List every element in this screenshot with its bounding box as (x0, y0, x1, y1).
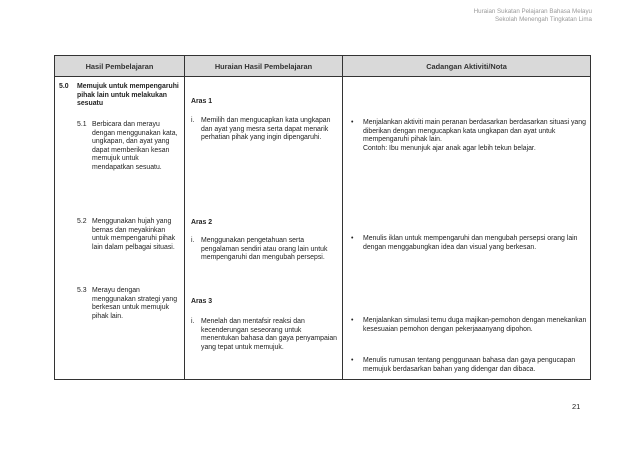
curriculum-table (54, 55, 591, 380)
activity-text: Menulis iklan untuk mempengaruhi dan mengubah persepsi orang lain dengan menggabungkan idea dan visual yang berkesan. (363, 235, 578, 251)
level-1-label: Aras 1 (191, 98, 213, 105)
page-number: 21 (572, 402, 581, 411)
level-item-text: Menggunakan pengetahuan serta pengalaman sendiri atau orang lain untuk mempengaruhi dan mengubah persepsi. (201, 237, 328, 262)
level-item-number: i. (191, 117, 195, 124)
level-item-text: Memilih dan mengucapkan kata ungkapan dan ayat yang mesra serta dapat menarik perhatian pihak yang ingin dipengaruhi. (201, 117, 331, 142)
learning-outcomes-cell (55, 77, 185, 380)
subitem-text: Merayu dengan menggunakan strategi yang berkesan untuk memujuk pihak lain. (92, 287, 178, 320)
suggested-activities-cell (343, 77, 591, 380)
subitem-number: 5.2 (77, 218, 87, 225)
column-header-suggested-activities: Cadangan Aktiviti/Nota (343, 56, 591, 77)
level-3-label: Aras 3 (191, 298, 213, 305)
level-item-text: Menelah dan mentafsir reaksi dan kecenderungan seseorang untuk menentukan bahasa dan gaya penyampaian yang tepat untuk memujuk. (201, 318, 338, 351)
bullet-icon: • (351, 235, 354, 242)
activity-text: Menjalankan simulasi temu duga majikan-pemohon dengan menekankan kesesuaian pemohon dengan pekerjaaanyang dipohon. (363, 317, 587, 333)
subitem-number: 5.3 (77, 287, 87, 294)
header-line-1: Huraian Sukatan Pelajaran Bahasa Melayu (473, 8, 592, 15)
bullet-icon: • (351, 119, 354, 126)
activity-text (363, 119, 587, 153)
table-header-row (55, 56, 591, 77)
section-title: Memujuk untuk mempengaruhi pihak lain untuk melakukan sesuatu (77, 83, 179, 108)
level-item-number: i. (191, 318, 195, 325)
bullet-icon: • (351, 317, 354, 324)
level-item-number: i. (191, 237, 195, 244)
outcome-description-cell (185, 77, 343, 380)
activity-main-text: Menjalankan aktiviti main peranan berdasarkan berdasarkan situasi yang diberikan dengan mengucapkan kata ungkapan dan ayat untuk mempengaruhi pihak lain. (363, 119, 586, 144)
section-number: 5.0 (59, 83, 69, 90)
header-line-2: Sekolah Menengah Tingkatan Lima (494, 16, 592, 23)
subitem-text: Berbicara dan merayu dengan menggunakan kata, ungkapan, dan ayat yang dapat memberikan kesan memujuk untuk mendapatkan sesuatu. (92, 121, 178, 171)
subitem-text: Menggunakan hujah yang bernas dan meyakinkan untuk mempengaruhi pihak lain dalam pelbagai situasi. (92, 218, 176, 251)
subitem-number: 5.1 (77, 121, 87, 128)
table-body-row (55, 77, 591, 380)
column-header-outcome-description: Huraian Hasil Pembelajaran (185, 56, 343, 77)
column-header-learning-outcomes: Hasil Pembelajaran (55, 56, 185, 77)
bullet-icon: • (351, 357, 354, 364)
activity-note: Contoh: Ibu menunjuk ajar anak agar lebih tekun belajar. (363, 144, 536, 152)
activity-text: Menulis rumusan tentang penggunaan bahasa dan gaya pengucapan memujuk berdasarkan bahan yang didengar dan dibaca. (363, 357, 576, 373)
level-2-label: Aras 2 (191, 219, 213, 226)
document-header (474, 8, 592, 24)
